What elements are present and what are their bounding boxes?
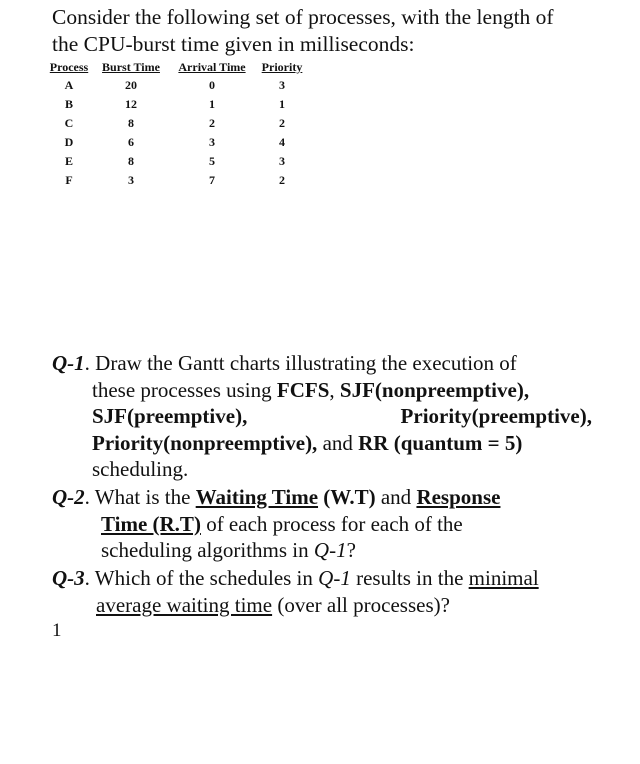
cell-process: F [65, 173, 73, 187]
q3-average-waiting-time: average waiting time [96, 592, 273, 617]
table-row [44, 133, 308, 152]
cell-process: A [64, 78, 74, 92]
q1-priority-preemptive: Priority(preemptive), [400, 404, 592, 428]
q2-wt-abbr: (W.T) [318, 485, 376, 509]
cell-process: C [64, 116, 74, 130]
q3-label: Q-3 [52, 566, 85, 590]
q2-label: Q-2 [52, 485, 85, 509]
cell-arrival: 2 [209, 116, 215, 130]
q2-text-4: scheduling algorithms in [101, 538, 314, 562]
cell-burst: 6 [128, 135, 134, 149]
q2-text-5: ? [346, 538, 356, 562]
table-row [44, 114, 308, 133]
page-number: 1 [52, 620, 62, 641]
q3-line-1 [52, 565, 612, 592]
q1-text-2: these processes using [92, 377, 277, 402]
question-1 [52, 350, 592, 483]
q1-line-2 [52, 377, 592, 404]
cell-priority: 3 [279, 154, 285, 168]
q2-text-2: and [375, 485, 417, 509]
cell-priority: 1 [279, 97, 285, 111]
header-arrival-time: Arrival Time [178, 59, 246, 74]
header-burst-time: Burst Time [102, 59, 160, 74]
cell-arrival: 3 [209, 135, 215, 149]
cell-process: D [64, 135, 74, 149]
q3-text-2: results in the [350, 566, 469, 590]
table-row [44, 76, 308, 95]
cell-arrival: 1 [209, 97, 215, 111]
q2-ref: Q-1 [313, 538, 347, 562]
question-3 [52, 565, 612, 618]
q3-text-3: (over all processes)? [272, 592, 450, 617]
table-row [44, 152, 308, 171]
q2-line-1 [52, 484, 592, 511]
q3-ref: Q-1 [318, 566, 351, 590]
cell-burst: 3 [128, 173, 134, 187]
intro-line-2: the CPU-burst time given in milliseconds: [52, 32, 415, 56]
cell-priority: 2 [279, 173, 285, 187]
table-row [44, 171, 308, 190]
cell-burst: 12 [125, 97, 137, 111]
question-2 [52, 484, 592, 564]
cell-burst: 8 [128, 116, 134, 130]
q2-line-2 [52, 511, 592, 538]
q1-label: Q-1 [52, 351, 85, 375]
cell-arrival: 0 [209, 78, 215, 92]
q1-sjf-nonpreemptive: SJF(nonpreemptive), [339, 377, 530, 402]
q1-line-3 [52, 403, 592, 430]
cell-priority: 2 [279, 116, 285, 130]
cell-burst: 20 [125, 78, 137, 92]
q1-fcfs: FCFS [276, 377, 330, 402]
cell-priority: 4 [279, 135, 285, 149]
q2-line-3 [52, 537, 592, 564]
cell-priority: 3 [279, 78, 285, 92]
q3-text-1: . Which of the schedules in [84, 566, 319, 590]
intro-paragraph [52, 4, 612, 58]
header-process: Process [49, 59, 89, 74]
q2-text-1: . What is the [84, 485, 196, 509]
q2-text-3: of each process for each of the [200, 511, 463, 536]
cell-arrival: 7 [209, 173, 215, 187]
intro-line-1: Consider the following set of processes, with the length of [52, 5, 554, 29]
q1-and: and [317, 430, 359, 455]
q1-rr: RR (quantum = 5) [358, 430, 523, 455]
cell-process: E [64, 154, 73, 168]
cell-process: B [64, 97, 73, 111]
header-priority: Priority [261, 59, 303, 74]
q2-response-time: Time (R.T) [101, 511, 201, 536]
cell-burst: 8 [128, 154, 134, 168]
q1-priority-nonpreemptive: Priority(nonpreemptive), [92, 430, 318, 455]
q1-text-1: . Draw the Gantt charts illustrating the execution of [84, 351, 517, 375]
q1-line-5: scheduling. [92, 457, 189, 481]
cell-arrival: 5 [209, 154, 215, 168]
q1-sep: , [329, 377, 340, 402]
table-row [44, 95, 308, 114]
q2-waiting-time: Waiting Time [195, 485, 319, 509]
q2-response: Response [416, 485, 501, 509]
q3-minimal: minimal [468, 566, 539, 590]
q1-sjf-preemptive: SJF(preemptive), [92, 404, 248, 428]
q1-line-4 [52, 430, 592, 457]
table-header-row [44, 58, 308, 76]
q1-line-1 [52, 350, 592, 377]
process-table [44, 58, 308, 190]
q3-line-2 [52, 592, 612, 619]
